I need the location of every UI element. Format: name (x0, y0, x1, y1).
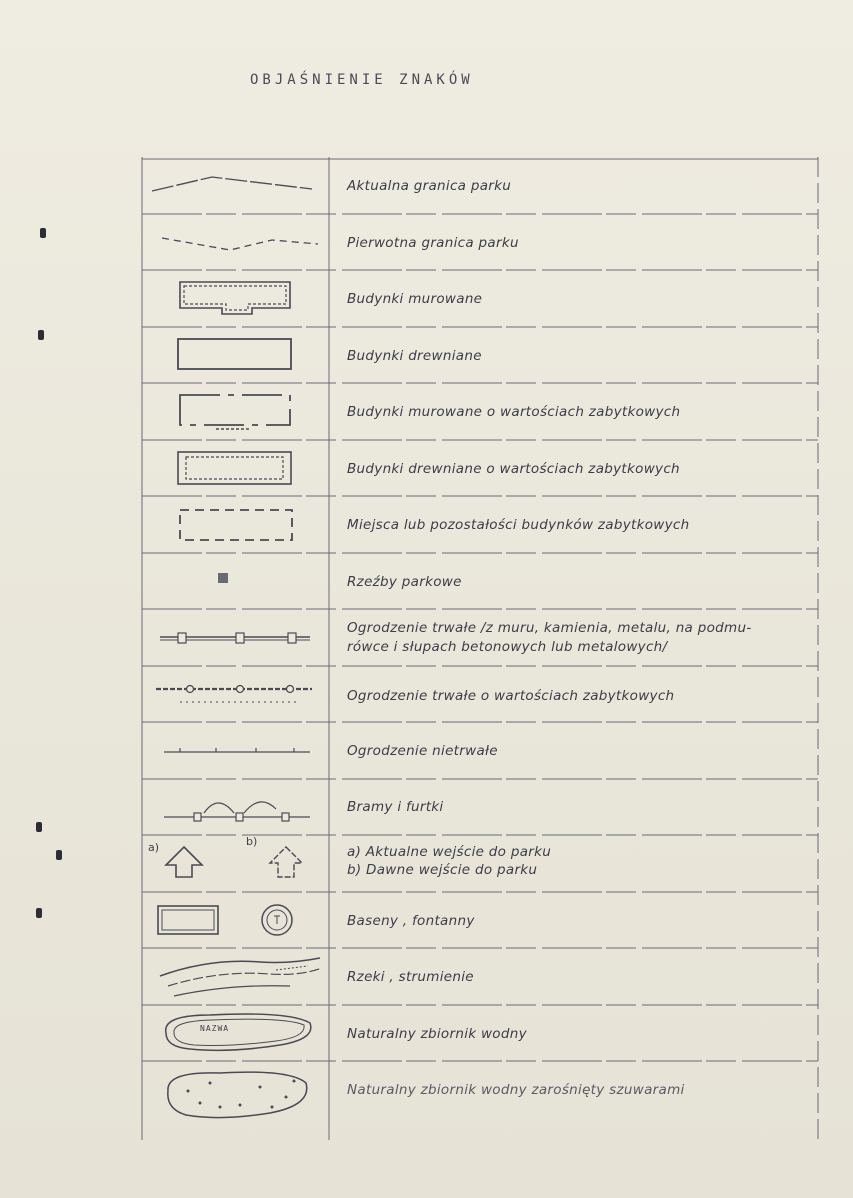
legend-row (140, 383, 820, 440)
legend-table (140, 157, 820, 1140)
legend-label: Rzeki , strumienie (347, 969, 474, 985)
legend-label-line-1: a) Aktualne wejście do parku (347, 844, 552, 860)
pond-icon (140, 1005, 329, 1061)
legend-label: Bramy i furtki (347, 799, 444, 815)
legend-row (140, 666, 820, 722)
entrance-arrows-icon (140, 835, 329, 892)
legend-row (140, 948, 820, 1005)
legend-row (140, 270, 820, 327)
historic-wooden-building-icon (140, 440, 329, 496)
legend-label-line-2: rówce i słupach betonowych lub metalowych/ (347, 639, 668, 655)
legend-label: Aktualna granica parku (347, 178, 512, 194)
legend-label: Naturalny zbiornik wodny (347, 1026, 527, 1042)
historic-brick-building-icon (140, 383, 329, 440)
original-boundary-icon (140, 214, 329, 270)
marker-b: b) (246, 835, 258, 848)
legend-row (140, 553, 820, 609)
legend-label: Naturalny zbiornik wodny zarośnięty szuwarami (347, 1082, 685, 1098)
legend-label: Pierwotna granica parku (347, 235, 519, 251)
legend-row (140, 214, 820, 270)
permanent-fence-icon (140, 609, 329, 666)
pool-fountain-icon (140, 892, 329, 948)
legend-row (140, 892, 820, 948)
page-title: OBJAŚNIENIE ZNAKÓW (250, 72, 474, 88)
legend-row (140, 609, 820, 666)
legend-label: Miejsca lub pozostałości budynków zabytkowych (347, 517, 690, 533)
legend-label: Budynki drewniane (347, 348, 482, 364)
legend-label: Budynki murowane (347, 291, 483, 307)
legend-label: Ogrodzenie nietrwałe (347, 743, 498, 759)
river-icon (140, 948, 329, 1005)
legend-row (140, 327, 820, 383)
historic-fence-icon (140, 666, 329, 722)
pond-name-label: NAZWA (200, 1024, 230, 1033)
legend-row (140, 1005, 820, 1061)
legend-row (140, 440, 820, 496)
legend-label: Rzeźby parkowe (347, 574, 462, 590)
legend-row (140, 496, 820, 553)
legend-label-line-1: Ogrodzenie trwałe /z muru, kamienia, metalu, na podmu- (347, 620, 752, 636)
legend-row (140, 157, 820, 214)
legend-label: Baseny , fontanny (347, 913, 475, 929)
punch-mark (36, 908, 42, 918)
brick-building-icon (140, 270, 329, 327)
legend-row (140, 1061, 820, 1140)
sculpture-icon (140, 553, 329, 609)
punch-mark (40, 228, 46, 238)
temporary-fence-icon (140, 722, 329, 779)
legend-label: Budynki murowane o wartościach zabytkowych (347, 404, 681, 420)
gate-icon (140, 779, 329, 835)
legend-row (140, 722, 820, 779)
legend-label-line-2: b) Dawne wejście do parku (347, 862, 538, 878)
legend-row (140, 779, 820, 835)
building-remains-icon (140, 496, 329, 553)
overgrown-pond-icon (140, 1061, 329, 1140)
marker-a: a) (148, 841, 160, 854)
wooden-building-icon (140, 327, 329, 383)
punch-mark (56, 850, 62, 860)
legend-label: Ogrodzenie trwałe o wartościach zabytkowych (347, 688, 675, 704)
boundary-line-icon (140, 157, 329, 214)
punch-mark (36, 822, 42, 832)
legend-row (140, 835, 820, 892)
punch-mark (38, 330, 44, 340)
legend-label: Budynki drewniane o wartościach zabytkowych (347, 461, 680, 477)
